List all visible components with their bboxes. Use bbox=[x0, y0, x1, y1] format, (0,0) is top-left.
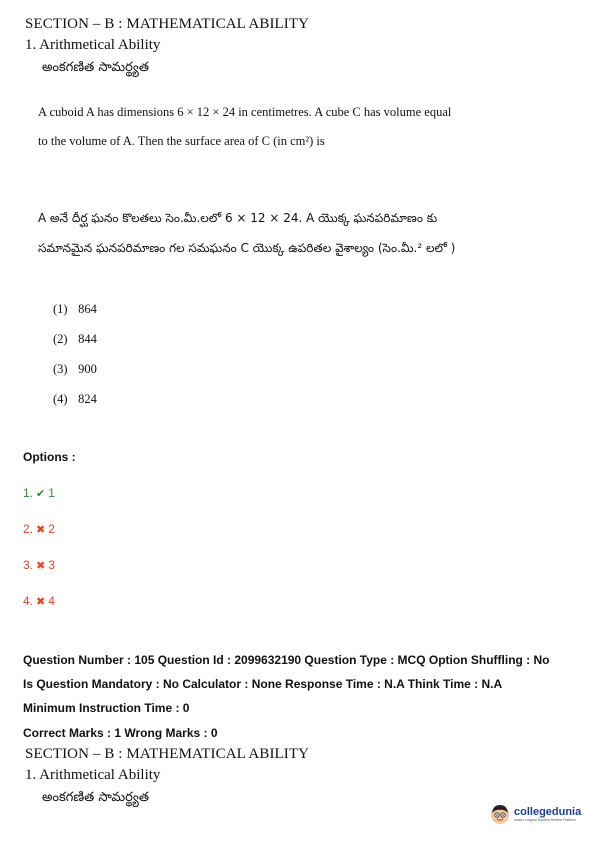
answer-option-4 bbox=[23, 594, 55, 608]
section-subtitle-telugu: అంకగణిత సామర్థ్యత bbox=[42, 790, 150, 805]
cross-icon: ✖ bbox=[36, 596, 46, 608]
answer-index: 1. bbox=[23, 486, 34, 500]
answer-option-1 bbox=[23, 486, 55, 500]
check-icon: ✔ bbox=[36, 488, 46, 500]
option-number: (3) bbox=[53, 362, 68, 376]
section-subtitle-telugu: అంకగణిత సామర్థ్యత bbox=[42, 60, 150, 75]
logo-name: collegedunia bbox=[514, 806, 582, 818]
question-meta-line3: Minimum Instruction Time : 0 bbox=[23, 701, 190, 715]
answer-value: 1 bbox=[48, 486, 55, 500]
answer-value: 2 bbox=[48, 522, 55, 536]
answer-value: 4 bbox=[48, 594, 55, 608]
options-label: Options : bbox=[23, 450, 76, 464]
question-meta-line4: Correct Marks : 1 Wrong Marks : 0 bbox=[23, 726, 218, 740]
answer-option-2 bbox=[23, 522, 55, 536]
section-title: SECTION – B : MATHEMATICAL ABILITY bbox=[25, 746, 310, 762]
question-option-2 bbox=[53, 332, 97, 347]
mascot-icon bbox=[489, 803, 511, 825]
option-value: 844 bbox=[78, 332, 97, 346]
answer-index: 2. bbox=[23, 522, 34, 536]
question-meta-line1: Question Number : 105 Question Id : 2099632190 Question Type : MCQ Option Shuffling : No bbox=[23, 653, 550, 667]
section-title: SECTION – B : MATHEMATICAL ABILITY bbox=[25, 16, 310, 32]
section-subtitle: 1. Arithmetical Ability bbox=[25, 767, 161, 783]
question-option-4 bbox=[53, 392, 97, 407]
option-value: 824 bbox=[78, 392, 97, 406]
logo-tagline: India's Largest Student Review Platform bbox=[514, 818, 577, 822]
question-telugu-line1: A అనే దీర్ఘ ఘనం కొలతలు సెం.మీ.లలో 6 × 12 × 24. A యొక్క ఘనపరిమాణం కు bbox=[38, 211, 438, 225]
answer-index: 4. bbox=[23, 594, 34, 608]
option-number: (4) bbox=[53, 392, 68, 406]
option-value: 900 bbox=[78, 362, 97, 376]
answer-value: 3 bbox=[48, 558, 55, 572]
answer-option-3 bbox=[23, 558, 55, 572]
question-telugu-line2: సమానమైన ఘనపరిమాణం గల సమఘనం C యొక్క ఉపరితల వైశాల్యం (సెం.మీ.² లలో ) bbox=[38, 241, 456, 255]
question-option-1 bbox=[53, 302, 97, 317]
cross-icon: ✖ bbox=[36, 560, 46, 572]
question-english-line1: A cuboid A has dimensions 6 × 12 × 24 in centimetres. A cube C has volume equal bbox=[38, 105, 452, 119]
answer-index: 3. bbox=[23, 558, 34, 572]
question-meta-line2: Is Question Mandatory : No Calculator : None Response Time : N.A Think Time : N.A bbox=[23, 677, 503, 691]
cross-icon: ✖ bbox=[36, 524, 46, 536]
question-option-3 bbox=[53, 362, 97, 377]
collegedunia-logo bbox=[489, 803, 581, 825]
option-value: 864 bbox=[78, 302, 97, 316]
option-number: (1) bbox=[53, 302, 68, 316]
section-subtitle: 1. Arithmetical Ability bbox=[25, 37, 161, 53]
question-english-line2: to the volume of A. Then the surface area of C (in cm²) is bbox=[38, 134, 325, 148]
option-number: (2) bbox=[53, 332, 68, 346]
